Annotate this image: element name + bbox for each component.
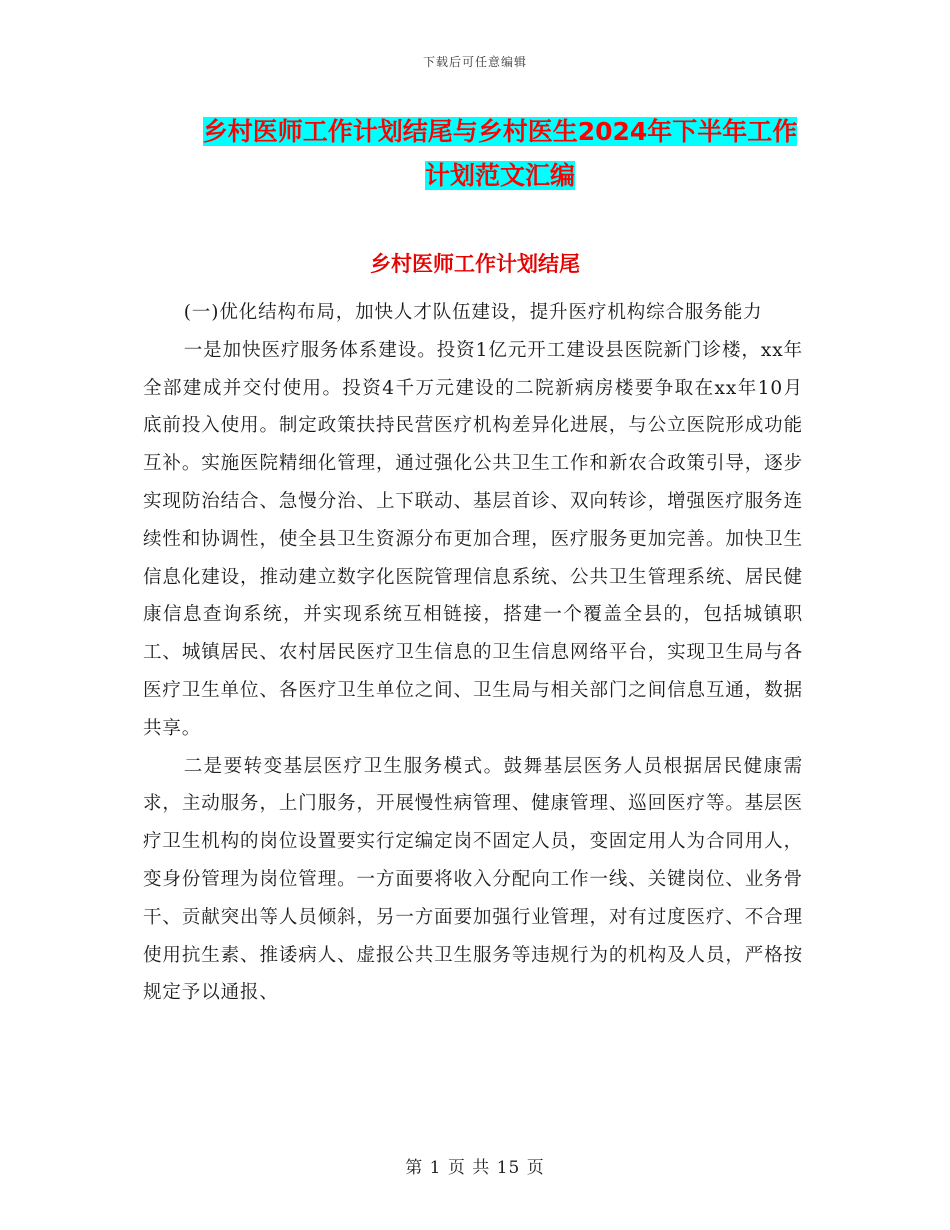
section-title: 乡村医师工作计划结尾 xyxy=(370,252,580,276)
paragraph: (一)优化结构布局，加快人才队伍建设，提升医疗机构综合服务能力 xyxy=(183,302,763,323)
header-note: 下载后可任意编辑 xyxy=(422,55,527,69)
page-footer: 第 1 页 共 15 页 xyxy=(405,1158,545,1178)
document-body xyxy=(143,294,803,1012)
document-title-line-1: 乡村医师工作计划结尾与乡村医生2024年下半年工作 xyxy=(202,117,798,146)
paragraph: 一是加快医疗服务体系建设。投资1亿元开工建设县医院新门诊楼，xx年全部建成并交付使用。投资4千万元建设的二院新病房楼要争取在xx年10月底前投入使用。制定政策扶持民营医疗机构差异化进展，与公立医院形成功能互补。实施医院精细化管理，通过强化公共卫生工作和新农合政策引导，逐步实现防治结合、急慢分治、上下联动、基层首诊、双向转诊，增强医疗服务连续性和协调性，使全县卫生资源分布更加合理，医疗服务更加完善。加快卫生信息化建设，推动建立数字化医院管理信息系统、公共卫生管理系统、居民健康信息查询系统，并实现系统互相链接，搭建一个覆盖全县的，包括城镇职工、城镇居民、农村居民医疗卫生信息的卫生信息网络平台，实现卫生局与各医疗卫生单位、各医疗卫生单位之间、卫生局与相关部门之间信息互通，数据共享。 xyxy=(143,339,803,739)
paragraph: 二是要转变基层医疗卫生服务模式。鼓舞基层医务人员根据居民健康需求，主动服务，上门服务，开展慢性病管理、健康管理、巡回医疗等。基层医疗卫生机构的岗位设置要实行定编定岗不固定人员，变固定用人为合同用人，变身份管理为岗位管理。一方面要将收入分配向工作一线、关键岗位、业务骨干、贡献突出等人员倾斜，另一方面要加强行业管理，对有过度医疗、不合理使用抗生素、推诿病人、虚报公共卫生服务等违规行为的机构及人员，严格按规定予以通报、 xyxy=(143,755,803,1004)
document-title xyxy=(150,110,850,198)
document-title-line-2: 计划范文汇编 xyxy=(424,161,575,190)
